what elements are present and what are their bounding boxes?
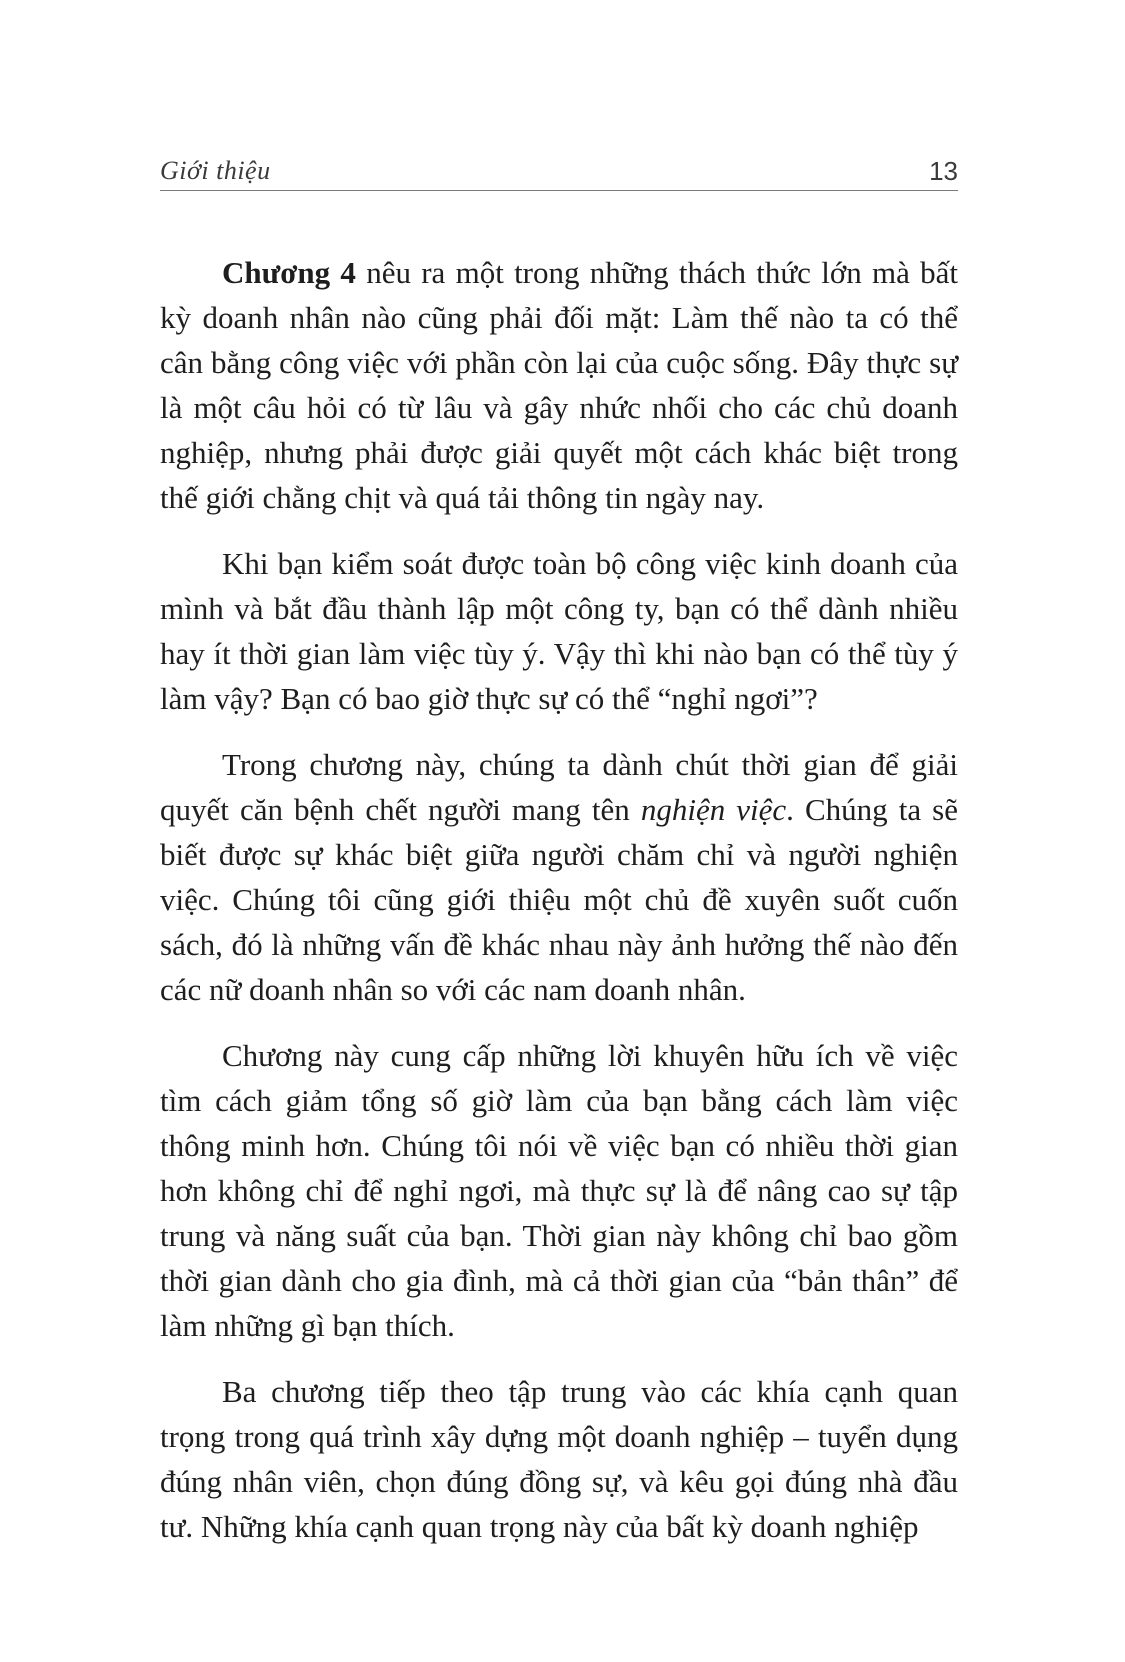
paragraph-3-text-after: . Chúng ta sẽ biết được sự khác biệt giữa người chăm chỉ và người nghiện việc. Chúng tôi cũng giới thiệu một chủ đề xuyên suốt cuốn sách, đó là những vấn đề khác nhau này ảnh hưởng thế nào đến các nữ doanh nhân so với các nam doanh nhân. [160,792,959,1007]
page-number: 13 [929,156,958,186]
paragraph-4: Chương này cung cấp những lời khuyên hữu ích về việc tìm cách giảm tổng số giờ làm của bạn bằng cách làm việc thông minh hơn. Chúng tôi nói về việc bạn có nhiều thời gian hơn không chỉ để nghỉ ngơi, mà thực sự là để nâng cao sự tập trung và năng suất của bạn. Thời gian này không chỉ bao gồm thời gian dành cho gia đình, mà cả thời gian của “bản thân” để làm những gì bạn thích. [160,1038,958,1343]
paragraph-2: Khi bạn kiểm soát được toàn bộ công việc kinh doanh của mình và bắt đầu thành lập một công ty, bạn có thể dành nhiều hay ít thời gian làm việc tùy ý. Vậy thì khi nào bạn có thể tùy ý làm vậy? Bạn có bao giờ thực sự có thể “nghỉ ngơi”? [160,546,958,716]
section-title: Giới thiệu [160,156,271,185]
paragraph-1-text: nêu ra một trong những thách thức lớn mà bất kỳ doanh nhân nào cũng phải đối mặt: Làm thế nào ta có thể cân bằng công việc với phần còn lại của cuộc sống. Đây thực sự là một câu hỏi có từ lâu và gây nhức nhối cho các chủ doanh nghiệp, nhưng phải được giải quyết một cách khác biệt trong thế giới chằng chịt và quá tải thông tin ngày nay. [160,255,958,515]
body-text [160,250,958,1570]
paragraph-5: Ba chương tiếp theo tập trung vào các khía cạnh quan trọng trong quá trình xây dựng một doanh nghiệp – tuyển dụng đúng nhân viên, chọn đúng đồng sự, và kêu gọi đúng nhà đầu tư. Những khía cạnh quan trọng này của bất kỳ doanh nghiệp [160,1374,958,1544]
paragraph-3-text-before: Trong chương này, chúng ta dành chút thời gian để giải quyết căn bệnh chết người mang tên [160,747,958,827]
paragraph-1 [160,250,958,520]
paragraph-3 [160,742,958,1012]
italic-term: nghiện việc [640,792,787,827]
running-head [160,148,958,191]
chapter-reference: Chương 4 [222,255,356,290]
